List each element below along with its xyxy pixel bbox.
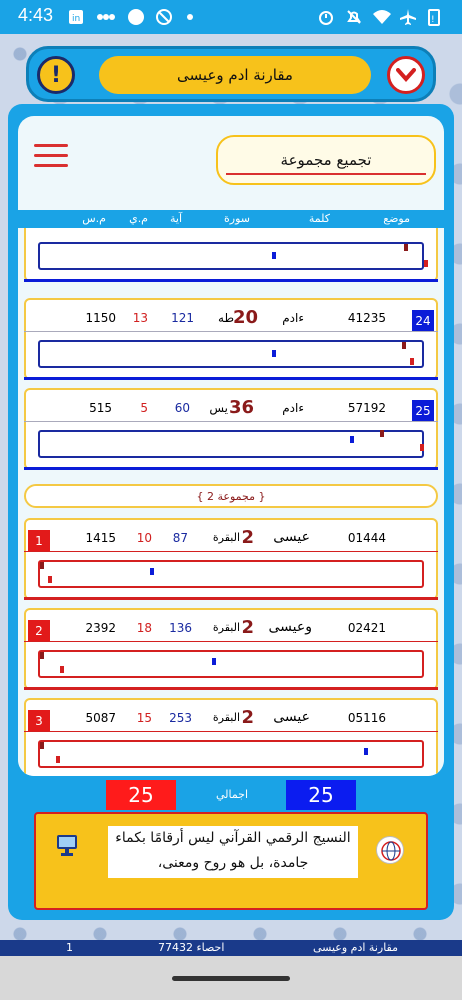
menu-icon[interactable] — [34, 142, 68, 170]
ms-value: 1415 — [85, 531, 116, 545]
position-value: 01444 — [347, 531, 386, 545]
ayah-value: 121 — [171, 311, 194, 325]
footer-page: 1 — [66, 941, 73, 954]
total-group2: 25 — [106, 780, 176, 810]
position-value: 41235 — [347, 311, 386, 325]
index-badge: 2 — [28, 620, 50, 642]
list-item[interactable] — [24, 228, 438, 282]
list-item[interactable] — [24, 298, 438, 380]
quote-box — [34, 812, 428, 910]
results-panel — [18, 116, 444, 776]
surah-name: البقرة — [212, 531, 240, 544]
position-value: 05116 — [347, 711, 386, 725]
warning-icon[interactable]: ! — [37, 56, 75, 94]
word-value: ءادم — [282, 401, 304, 415]
alarm-icon — [316, 7, 336, 27]
list-item[interactable] — [24, 518, 438, 600]
word-value: ءادم — [282, 311, 304, 325]
surah-number: 2 — [241, 527, 254, 548]
group-button[interactable] — [216, 135, 436, 185]
col-word: كلمة — [308, 212, 330, 225]
total-label: اجمالي — [215, 788, 249, 801]
col-surah: سورة — [224, 212, 250, 225]
ms-value: 5087 — [85, 711, 116, 725]
index-badge: 25 — [412, 400, 434, 422]
list-item[interactable] — [24, 388, 438, 470]
monitor-icon[interactable] — [56, 834, 78, 856]
svg-text:!: ! — [431, 15, 435, 25]
wifi-icon — [372, 7, 392, 27]
battery-icon — [424, 7, 444, 27]
group-button-label: تجميع مجموعة — [280, 151, 372, 169]
system-nav-bar — [0, 956, 462, 1000]
col-my: م.ي — [129, 212, 148, 225]
surah-number: 36 — [228, 397, 254, 418]
word-value: عيسى — [273, 709, 310, 725]
list-item[interactable] — [24, 608, 438, 690]
word-value: عيسى — [273, 529, 310, 545]
ms-value: 515 — [89, 401, 112, 415]
position-value: 57192 — [347, 401, 386, 415]
chevron-down-icon[interactable] — [387, 56, 425, 94]
footer-stats: احصاء 77432 — [158, 941, 225, 954]
position-value: 02421 — [347, 621, 386, 635]
globe-icon[interactable] — [376, 836, 404, 864]
quote-text: النسيج الرقمي القرآني ليس أرقامًا بكماء جامدة، بل هو روح ومعنى، — [108, 826, 358, 878]
total-group1: 25 — [286, 780, 356, 810]
index-badge: 1 — [28, 530, 50, 552]
circle-icon — [126, 7, 146, 27]
index-badge: 3 — [28, 710, 50, 732]
list-item[interactable] — [24, 698, 438, 776]
status-bar — [0, 0, 462, 34]
results-list[interactable] — [18, 228, 444, 776]
my-value: 18 — [136, 621, 152, 635]
surah-name: يس — [209, 401, 228, 415]
airplane-icon — [398, 7, 418, 27]
linkedin-icon — [66, 7, 86, 27]
index-badge: 24 — [412, 310, 434, 332]
footer-title: مقارنة ادم وعيسى — [312, 941, 398, 954]
at-icon — [154, 7, 174, 27]
word-value: وعيسى — [268, 619, 312, 635]
mute-icon — [344, 7, 364, 27]
footer-bar — [0, 940, 462, 956]
top-bar — [26, 46, 436, 102]
status-time: 4:43 — [18, 5, 54, 25]
ayah-value: 253 — [169, 711, 192, 725]
col-ayah: آية — [169, 212, 182, 225]
surah-number: 20 — [232, 307, 258, 328]
ayah-value: 60 — [174, 401, 190, 415]
surah-number: 2 — [241, 617, 254, 638]
col-ms: م.س — [82, 212, 106, 225]
dots-icon — [96, 7, 116, 27]
ms-value: 1150 — [85, 311, 116, 325]
surah-name: البقرة — [212, 711, 240, 724]
ayah-value: 87 — [172, 531, 188, 545]
surah-name: طه — [218, 311, 234, 325]
dot-icon — [180, 7, 200, 27]
my-value: 15 — [136, 711, 152, 725]
group-label: { مجموعة 2 } — [24, 484, 438, 508]
svg-text:in: in — [72, 14, 81, 24]
ayah-value: 136 — [169, 621, 192, 635]
column-header — [18, 210, 444, 228]
my-value: 13 — [132, 311, 148, 325]
surah-number: 2 — [241, 707, 254, 728]
page-title: مقارنة ادم وعيسى — [99, 56, 371, 94]
home-gesture-handle[interactable] — [172, 976, 290, 981]
my-value: 10 — [136, 531, 152, 545]
col-position: موضع — [383, 212, 410, 225]
my-value: 5 — [140, 401, 148, 415]
surah-name: البقرة — [212, 621, 240, 634]
ms-value: 2392 — [85, 621, 116, 635]
